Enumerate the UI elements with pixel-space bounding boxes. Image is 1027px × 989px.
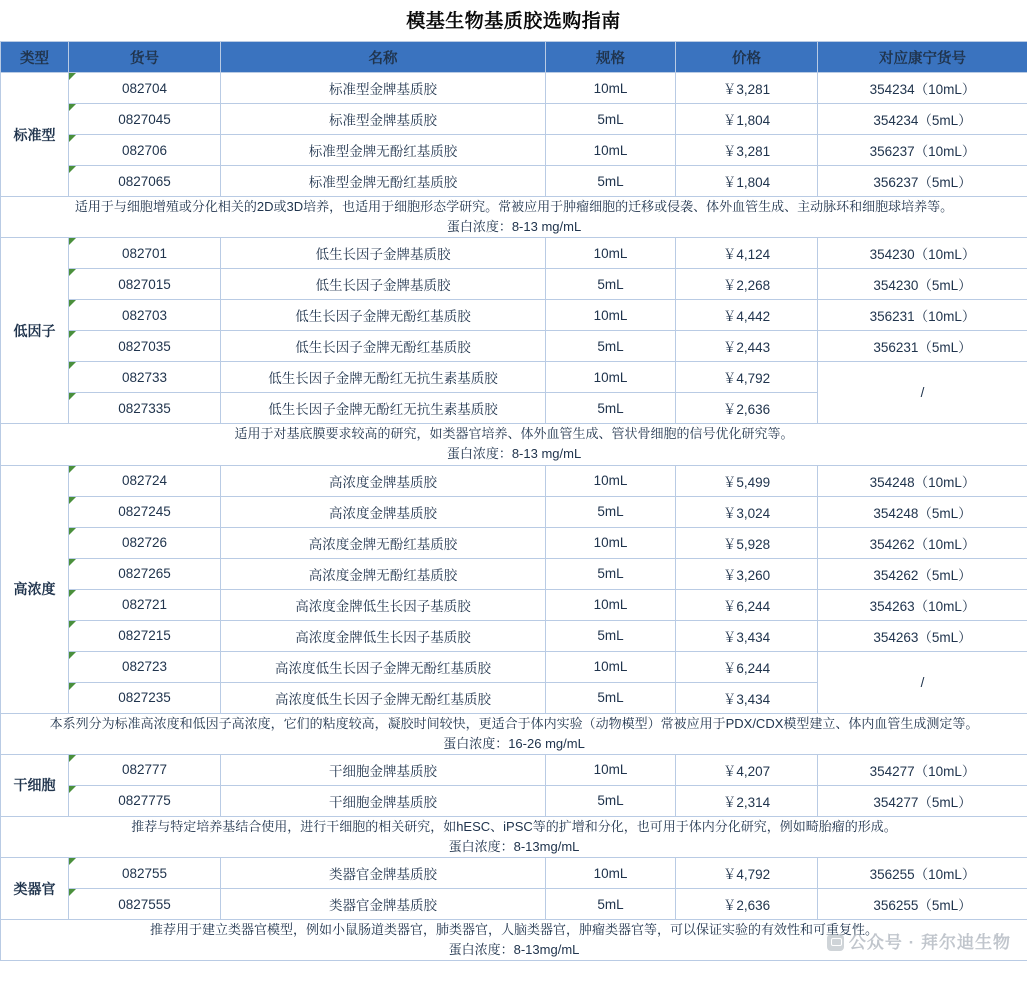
catalog-number-cell: 0827245 <box>69 496 221 527</box>
spec-cell: 5mL <box>546 393 676 424</box>
group-note-cell <box>1 920 1027 961</box>
corner-marker-icon <box>69 269 76 276</box>
spec-cell: 5mL <box>546 166 676 197</box>
catalog-number-cell: 0827555 <box>69 889 221 920</box>
product-name-cell: 低生长因子金牌无酚红无抗生素基质胶 <box>221 393 546 424</box>
table-row <box>1 73 1027 104</box>
product-name-cell: 类器官金牌基质胶 <box>221 858 546 889</box>
product-name-cell: 高浓度金牌无酚红基质胶 <box>221 527 546 558</box>
corner-marker-icon <box>69 238 76 245</box>
type-cell: 高浓度 <box>1 465 69 713</box>
corning-number-cell: 354262（10mL） <box>818 527 1027 558</box>
product-name-cell: 干细胞金牌基质胶 <box>221 785 546 816</box>
price-cell: ￥6,244 <box>676 651 818 682</box>
group-note-row <box>1 424 1027 465</box>
catalog-number-cell: 0827775 <box>69 785 221 816</box>
column-header-name: 名称 <box>221 42 546 73</box>
corner-marker-icon <box>69 786 76 793</box>
price-cell: ￥2,314 <box>676 785 818 816</box>
table-row <box>1 858 1027 889</box>
price-cell: ￥1,804 <box>676 166 818 197</box>
table-body <box>1 73 1027 961</box>
note-protein-concentration: 蛋白浓度：8-13mg/mL <box>448 942 580 958</box>
catalog-number-cell: 082755 <box>69 858 221 889</box>
product-name-cell: 标准型金牌基质胶 <box>221 73 546 104</box>
type-cell: 标准型 <box>1 73 69 197</box>
note-protein-concentration: 蛋白浓度：8-13 mg/mL <box>446 219 582 235</box>
spec-cell: 5mL <box>546 104 676 135</box>
watermark-text: 公众号 · 拜尔迪生物 <box>848 933 1011 952</box>
type-cell: 低因子 <box>1 238 69 424</box>
corner-marker-icon <box>69 362 76 369</box>
price-cell: ￥5,499 <box>676 465 818 496</box>
group-note-row <box>1 816 1027 857</box>
type-cell: 干细胞 <box>1 754 69 816</box>
product-name-cell: 干细胞金牌基质胶 <box>221 754 546 785</box>
corning-number-cell: 354230（10mL） <box>818 238 1027 269</box>
note-description: 推荐用于建立类器官模型，例如小鼠肠道类器官，肺类器官，人脑类器官，肿瘤类器官等，可以保证实验的有效性和可重复性。 <box>149 922 878 938</box>
price-cell: ￥6,244 <box>676 589 818 620</box>
spec-cell: 5mL <box>546 269 676 300</box>
group-note-cell <box>1 713 1027 754</box>
column-header-type: 类型 <box>1 42 69 73</box>
corner-marker-icon <box>69 683 76 690</box>
corner-marker-icon <box>69 135 76 142</box>
group-note-row <box>1 713 1027 754</box>
product-name-cell: 低生长因子金牌基质胶 <box>221 238 546 269</box>
catalog-number-cell: 082723 <box>69 651 221 682</box>
corner-marker-icon <box>69 331 76 338</box>
corner-marker-icon <box>69 621 76 628</box>
product-name-cell: 低生长因子金牌无酚红无抗生素基质胶 <box>221 362 546 393</box>
price-cell: ￥1,804 <box>676 104 818 135</box>
corning-number-cell: 354248（10mL） <box>818 465 1027 496</box>
corner-marker-icon <box>69 466 76 473</box>
catalog-number-cell: 0827335 <box>69 393 221 424</box>
page-title: 模基生物基质胶选购指南 <box>406 11 621 32</box>
spec-cell: 10mL <box>546 527 676 558</box>
corning-number-cell: 354262（5mL） <box>818 558 1027 589</box>
column-header-spec: 规格 <box>546 42 676 73</box>
corner-marker-icon <box>69 889 76 896</box>
table-row <box>1 754 1027 785</box>
spec-cell: 10mL <box>546 238 676 269</box>
corning-number-cell: 354234（10mL） <box>818 73 1027 104</box>
corning-number-cell: 354248（5mL） <box>818 496 1027 527</box>
table-row <box>1 558 1027 589</box>
product-name-cell: 标准型金牌无酚红基质胶 <box>221 166 546 197</box>
catalog-number-cell: 082726 <box>69 527 221 558</box>
table-header-row <box>1 42 1027 73</box>
corner-marker-icon <box>69 73 76 80</box>
spec-cell: 10mL <box>546 754 676 785</box>
spec-cell: 10mL <box>546 651 676 682</box>
product-name-cell: 低生长因子金牌无酚红基质胶 <box>221 331 546 362</box>
product-name-cell: 低生长因子金牌无酚红基质胶 <box>221 300 546 331</box>
table-row <box>1 166 1027 197</box>
spec-cell: 10mL <box>546 300 676 331</box>
price-cell: ￥3,024 <box>676 496 818 527</box>
product-name-cell: 高浓度金牌基质胶 <box>221 465 546 496</box>
spec-cell: 10mL <box>546 589 676 620</box>
table-row <box>1 785 1027 816</box>
corner-marker-icon <box>69 590 76 597</box>
table-row <box>1 589 1027 620</box>
note-description: 适用于与细胞增殖或分化相关的2D或3D培养，也适用于细胞形态学研究。常被应用于肿瘤细胞的迁移或侵袭、体外血管生成、主动脉环和细胞球培养等。 <box>74 199 954 214</box>
group-note-row <box>1 920 1027 961</box>
catalog-number-cell: 0827045 <box>69 104 221 135</box>
catalog-number-cell: 0827065 <box>69 166 221 197</box>
product-name-cell: 高浓度金牌低生长因子基质胶 <box>221 589 546 620</box>
column-header-corning: 对应康宁货号 <box>818 42 1027 73</box>
table-row <box>1 104 1027 135</box>
price-cell: ￥4,792 <box>676 858 818 889</box>
spec-cell: 5mL <box>546 682 676 713</box>
spec-cell: 10mL <box>546 73 676 104</box>
corner-marker-icon <box>69 104 76 111</box>
table-row <box>1 651 1027 682</box>
product-name-cell: 标准型金牌基质胶 <box>221 104 546 135</box>
spec-cell: 5mL <box>546 558 676 589</box>
note-description: 适用于对基底膜要求较高的研究，如类器官培养、体外血管生成、管状骨细胞的信号优化研究等。 <box>234 426 794 442</box>
price-cell: ￥3,260 <box>676 558 818 589</box>
product-name-cell: 高浓度低生长因子金牌无酚红基质胶 <box>221 682 546 713</box>
product-name-cell: 高浓度金牌基质胶 <box>221 496 546 527</box>
table-row <box>1 496 1027 527</box>
price-cell: ￥2,636 <box>676 889 818 920</box>
spec-cell: 5mL <box>546 889 676 920</box>
catalog-number-cell: 0827265 <box>69 558 221 589</box>
corning-number-cell: 354230（5mL） <box>818 269 1027 300</box>
group-note-row <box>1 197 1027 238</box>
price-cell: ￥3,281 <box>676 73 818 104</box>
corning-number-cell: 354277（5mL） <box>818 785 1027 816</box>
price-cell: ￥3,434 <box>676 682 818 713</box>
corner-marker-icon <box>69 559 76 566</box>
catalog-number-cell: 082733 <box>69 362 221 393</box>
product-name-cell: 类器官金牌基质胶 <box>221 889 546 920</box>
product-name-cell: 低生长因子金牌基质胶 <box>221 269 546 300</box>
spec-cell: 10mL <box>546 858 676 889</box>
spec-cell: 10mL <box>546 135 676 166</box>
note-protein-concentration: 蛋白浓度：8-13 mg/mL <box>446 446 582 462</box>
corner-marker-icon <box>69 393 76 400</box>
spec-cell: 10mL <box>546 362 676 393</box>
price-cell: ￥2,443 <box>676 331 818 362</box>
price-cell: ￥3,281 <box>676 135 818 166</box>
table-row <box>1 269 1027 300</box>
group-note-cell <box>1 816 1027 857</box>
spec-cell: 5mL <box>546 785 676 816</box>
price-cell: ￥4,792 <box>676 362 818 393</box>
price-cell: ￥5,928 <box>676 527 818 558</box>
matrigel-selection-table <box>0 41 1027 961</box>
note-protein-concentration: 蛋白浓度：8-13mg/mL <box>448 838 580 854</box>
spec-cell: 5mL <box>546 620 676 651</box>
spec-cell: 5mL <box>546 496 676 527</box>
catalog-number-cell: 082703 <box>69 300 221 331</box>
product-name-cell: 高浓度金牌低生长因子基质胶 <box>221 620 546 651</box>
column-header-price: 价格 <box>676 42 818 73</box>
group-note-cell <box>1 197 1027 238</box>
price-cell: ￥4,442 <box>676 300 818 331</box>
product-name-cell: 标准型金牌无酚红基质胶 <box>221 135 546 166</box>
catalog-number-cell: 082704 <box>69 73 221 104</box>
table-row <box>1 527 1027 558</box>
corner-marker-icon <box>69 755 76 762</box>
corning-number-cell: 356255（10mL） <box>818 858 1027 889</box>
catalog-number-cell: 0827235 <box>69 682 221 713</box>
column-header-code: 货号 <box>69 42 221 73</box>
corning-number-cell: 354277（10mL） <box>818 754 1027 785</box>
table-row <box>1 465 1027 496</box>
table-row <box>1 331 1027 362</box>
note-description: 本系列分为标准高浓度和低因子高浓度，它们的粘度较高，凝胶时间较快，更适合于体内实验（动物模型）常被应用于PDX/CDX模型建立、体内血管生成测定等。 <box>49 715 979 731</box>
corner-marker-icon <box>69 166 76 173</box>
corning-number-cell: 354263（5mL） <box>818 620 1027 651</box>
table-row <box>1 889 1027 920</box>
corning-number-cell: / <box>818 651 1027 713</box>
corner-marker-icon <box>69 858 76 865</box>
table-row <box>1 362 1027 393</box>
catalog-number-cell: 082701 <box>69 238 221 269</box>
catalog-number-cell: 0827015 <box>69 269 221 300</box>
price-cell: ￥4,124 <box>676 238 818 269</box>
type-cell: 类器官 <box>1 858 69 920</box>
table-row <box>1 300 1027 331</box>
product-name-cell: 高浓度低生长因子金牌无酚红基质胶 <box>221 651 546 682</box>
spec-cell: 10mL <box>546 465 676 496</box>
price-cell: ￥2,268 <box>676 269 818 300</box>
corning-number-cell: 356231（10mL） <box>818 300 1027 331</box>
corning-number-cell: / <box>818 362 1027 424</box>
corning-number-cell: 354263（10mL） <box>818 589 1027 620</box>
table-row <box>1 238 1027 269</box>
table-row <box>1 620 1027 651</box>
price-cell: ￥2,636 <box>676 393 818 424</box>
corner-marker-icon <box>69 528 76 535</box>
corner-marker-icon <box>69 652 76 659</box>
catalog-number-cell: 082706 <box>69 135 221 166</box>
note-protein-concentration: 蛋白浓度：16-26 mg/mL <box>443 735 585 751</box>
price-cell: ￥3,434 <box>676 620 818 651</box>
table-row <box>1 135 1027 166</box>
corning-number-cell: 356255（5mL） <box>818 889 1027 920</box>
corner-marker-icon <box>69 497 76 504</box>
catalog-number-cell: 082777 <box>69 754 221 785</box>
corning-number-cell: 354234（5mL） <box>818 104 1027 135</box>
spec-cell: 5mL <box>546 331 676 362</box>
note-description: 推荐与特定培养基结合使用，进行干细胞的相关研究，如hESC、iPSC等的扩增和分化，也可用于体内分化研究，例如畸胎瘤的形成。 <box>131 818 897 834</box>
catalog-number-cell: 0827215 <box>69 620 221 651</box>
corner-marker-icon <box>69 300 76 307</box>
catalog-number-cell: 0827035 <box>69 331 221 362</box>
price-cell: ￥4,207 <box>676 754 818 785</box>
corning-number-cell: 356237（10mL） <box>818 135 1027 166</box>
product-name-cell: 高浓度金牌无酚红基质胶 <box>221 558 546 589</box>
catalog-number-cell: 082721 <box>69 589 221 620</box>
group-note-cell <box>1 424 1027 465</box>
catalog-number-cell: 082724 <box>69 465 221 496</box>
corning-number-cell: 356237（5mL） <box>818 166 1027 197</box>
corning-number-cell: 356231（5mL） <box>818 331 1027 362</box>
